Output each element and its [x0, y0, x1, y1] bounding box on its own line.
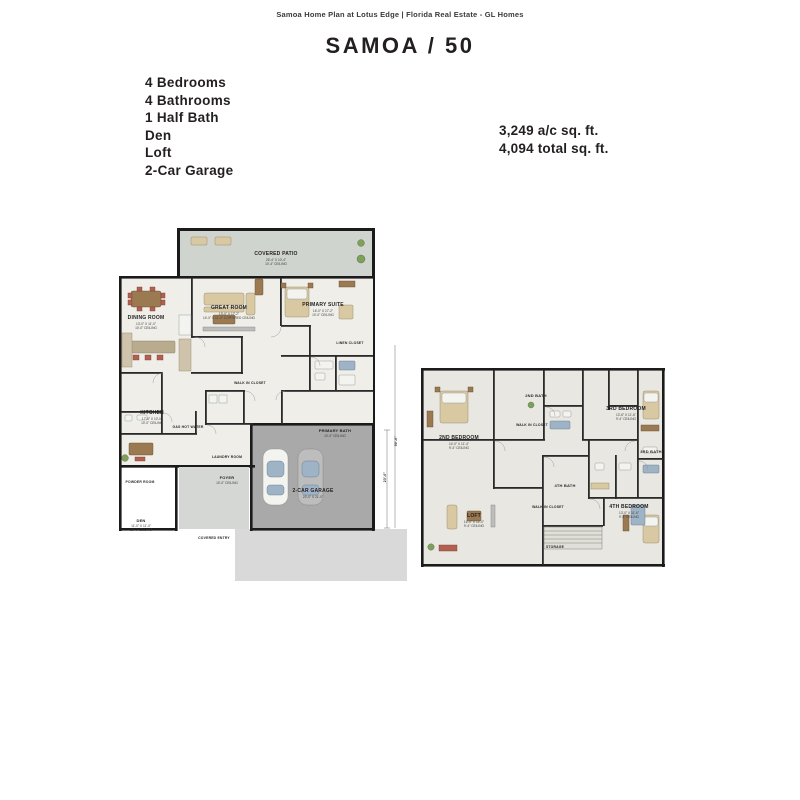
room-label-3rd-bath: 3RD BATH: [640, 449, 662, 454]
room-label-kitchen: KITCHEN 17'-6" X 10'-0" 10'-0" CEILING: [140, 410, 164, 425]
room-label-dining-room: DINING ROOM 13'-0" X 11'-0" 10'-0" CEILING: [127, 315, 165, 330]
room-label-primary-bath: PRIMARY BATH 10'-0" CEILING: [318, 428, 352, 438]
room-label-great-room: GREAT ROOM 19'-0" X 17'-2" 14'-0" X 11'-0" COFFERED CEILING: [203, 305, 255, 320]
page-title: SAMOA / 50: [325, 33, 475, 58]
room-label-4th-bedroom: 4TH BEDROOM 13'-0" X 11'-6" 9'-4" CEILING: [609, 504, 649, 519]
spec-list: [145, 74, 233, 179]
area-ac-sqft: 3,249 a/c sq. ft.: [499, 123, 599, 138]
room-label-2nd-bedroom: 2ND BEDROOM 14'-0" X 11'-4" 9'-4" CEILING: [439, 435, 479, 450]
room-label-powder-room: POWDER ROOM: [125, 480, 155, 484]
room-label-covered-entry: COVERED ENTRY: [198, 536, 230, 540]
room-label-4th-bath: 4TH BATH: [554, 483, 576, 488]
room-label-gas-hot-water: GAS HOT WATER: [172, 425, 204, 429]
room-label-linen-closet: LINEN CLOSET: [336, 341, 364, 345]
first-floor-plan: [119, 228, 407, 581]
area-block: [499, 122, 609, 157]
spec-item-den: Den: [145, 127, 172, 143]
room-label-foyer: FOYER 10'-0" CEILING: [216, 475, 238, 485]
spec-item-loft: Loft: [145, 145, 172, 160]
area-total-sqft: 4,094 total sq. ft.: [499, 140, 609, 156]
room-label-primary-suite: PRIMARY SUITE 16'-0" X 17'-2" 10'-0" CEILING: [302, 302, 344, 317]
spec-item-half-bath: 1 Half Bath: [145, 110, 219, 125]
dimension-50-0: 50'-0": [394, 435, 399, 447]
room-label-loft: LOFT 16'-0" X 14'-0" 9'-4" CEILING: [463, 513, 485, 528]
floorplan-diagram: [95, 215, 715, 615]
room-label-den: DEN 11'-0" X 11'-4" 10'-0" CEILING: [130, 518, 152, 532]
room-label-2nd-bath: 2ND BATH: [525, 393, 547, 398]
room-label-3rd-bedroom: 3RD BEDROOM 13'-6" X 11'-6" 9'-4" CEILING: [606, 406, 646, 421]
room-label-storage: STORAGE: [545, 545, 565, 549]
room-label-4th-walk-in-closet: WALK IN CLOSET: [532, 505, 564, 509]
spec-item-bedrooms: 4 Bedrooms: [145, 75, 227, 90]
site-caption: Samoa Home Plan at Lotus Edge | Florida Real Estate - GL Homes: [276, 10, 524, 19]
spec-item-garage: 2-Car Garage: [145, 162, 234, 178]
garage-car-left: [263, 449, 288, 505]
room-label-laundry-room: LAUNDRY ROOM: [211, 455, 243, 459]
room-label-covered-patio: COVERED PATIO 26'-4" X 10'-4" 10'-4" CEILING: [254, 251, 298, 266]
dimension-23-0: 23'-0": [383, 471, 388, 483]
room-label-walk-in-closet: WALK IN CLOSET: [234, 381, 266, 385]
room-label-2nd-walk-in-closet: WALK IN CLOSET: [516, 423, 548, 427]
spec-item-bathrooms: 4 Bathrooms: [145, 92, 231, 108]
room-label-garage: 2-CAR GARAGE 20'-0" X 21'-0": [292, 488, 334, 499]
